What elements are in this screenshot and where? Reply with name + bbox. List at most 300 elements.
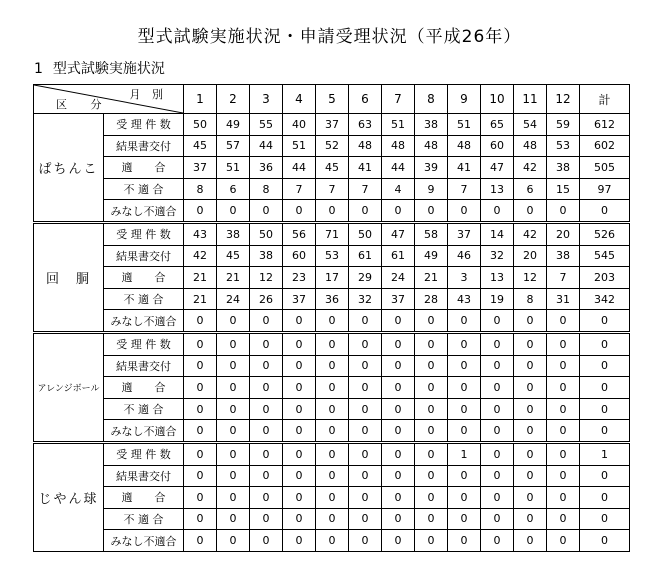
value-cell: 0 [514, 200, 547, 223]
table-row [34, 442, 630, 465]
table-row [34, 310, 630, 333]
value-cell: 0 [382, 398, 415, 420]
value-cell: 32 [349, 288, 382, 310]
table-row [34, 530, 630, 552]
value-cell: 7 [349, 178, 382, 200]
value-cell: 0 [481, 508, 514, 530]
value-cell: 47 [382, 222, 415, 245]
value-cell: 42 [184, 245, 217, 267]
value-cell: 0 [547, 442, 580, 465]
value-cell: 0 [316, 442, 349, 465]
row-label-cell: 不 適 合 [104, 288, 184, 310]
value-cell: 65 [481, 114, 514, 136]
value-cell: 0 [382, 355, 415, 377]
value-cell: 0 [283, 487, 316, 509]
value-cell: 0 [481, 465, 514, 487]
value-cell: 24 [217, 288, 250, 310]
total-cell: 0 [580, 508, 630, 530]
value-cell: 0 [217, 530, 250, 552]
row-label-cell: 結果書交付 [104, 355, 184, 377]
value-cell: 0 [283, 442, 316, 465]
value-cell: 0 [283, 508, 316, 530]
value-cell: 9 [415, 178, 448, 200]
value-cell: 0 [217, 200, 250, 223]
value-cell: 24 [382, 267, 415, 289]
value-cell: 0 [184, 465, 217, 487]
value-cell: 0 [514, 487, 547, 509]
value-cell: 0 [481, 310, 514, 333]
total-cell: 0 [580, 530, 630, 552]
value-cell: 0 [184, 332, 217, 355]
value-cell: 0 [184, 310, 217, 333]
value-cell: 42 [514, 157, 547, 179]
value-cell: 0 [382, 420, 415, 443]
value-cell: 0 [448, 487, 481, 509]
value-cell: 0 [217, 442, 250, 465]
table-row [34, 377, 630, 399]
value-cell: 0 [514, 377, 547, 399]
value-cell: 0 [250, 332, 283, 355]
total-cell: 545 [580, 245, 630, 267]
table-row [34, 288, 630, 310]
section-heading [34, 58, 165, 78]
value-cell: 0 [448, 465, 481, 487]
value-cell: 36 [316, 288, 349, 310]
total-cell: 0 [580, 487, 630, 509]
value-cell: 0 [415, 310, 448, 333]
total-cell: 0 [580, 377, 630, 399]
value-cell: 15 [547, 178, 580, 200]
value-cell: 0 [481, 355, 514, 377]
total-cell: 0 [580, 465, 630, 487]
value-cell: 0 [250, 442, 283, 465]
value-cell: 0 [349, 200, 382, 223]
category-cell: アレンジボール [34, 332, 104, 442]
value-cell: 0 [217, 508, 250, 530]
value-cell: 14 [481, 222, 514, 245]
value-cell: 0 [250, 355, 283, 377]
value-cell: 0 [250, 200, 283, 223]
value-cell: 0 [514, 530, 547, 552]
value-cell: 50 [250, 222, 283, 245]
value-cell: 3 [448, 267, 481, 289]
month-header: 7 [382, 85, 415, 114]
value-cell: 43 [184, 222, 217, 245]
value-cell: 0 [349, 420, 382, 443]
value-cell: 7 [547, 267, 580, 289]
value-cell: 50 [184, 114, 217, 136]
value-cell: 61 [382, 245, 415, 267]
value-cell: 41 [448, 157, 481, 179]
value-cell: 0 [514, 398, 547, 420]
value-cell: 0 [250, 530, 283, 552]
value-cell: 0 [184, 420, 217, 443]
value-cell: 48 [349, 135, 382, 157]
value-cell: 0 [316, 200, 349, 223]
value-cell: 0 [316, 487, 349, 509]
row-label-cell: 結果書交付 [104, 465, 184, 487]
value-cell: 4 [382, 178, 415, 200]
month-header: 9 [448, 85, 481, 114]
month-header: 2 [217, 85, 250, 114]
month-header: 6 [349, 85, 382, 114]
value-cell: 0 [382, 310, 415, 333]
value-cell: 0 [547, 487, 580, 509]
value-cell: 0 [481, 377, 514, 399]
row-label-cell: みなし不適合 [104, 200, 184, 223]
value-cell: 41 [349, 157, 382, 179]
value-cell: 1 [448, 442, 481, 465]
value-cell: 51 [217, 157, 250, 179]
value-cell: 0 [514, 420, 547, 443]
value-cell: 45 [316, 157, 349, 179]
value-cell: 6 [514, 178, 547, 200]
value-cell: 29 [349, 267, 382, 289]
value-cell: 0 [382, 508, 415, 530]
table-row [34, 135, 630, 157]
month-header: 11 [514, 85, 547, 114]
value-cell: 21 [415, 267, 448, 289]
table-row [34, 114, 630, 136]
value-cell: 51 [448, 114, 481, 136]
value-cell: 7 [316, 178, 349, 200]
value-cell: 0 [316, 420, 349, 443]
value-cell: 48 [514, 135, 547, 157]
row-label-cell: みなし不適合 [104, 530, 184, 552]
month-header: 4 [283, 85, 316, 114]
value-cell: 0 [217, 398, 250, 420]
value-cell: 45 [217, 245, 250, 267]
value-cell: 21 [217, 267, 250, 289]
value-cell: 0 [514, 310, 547, 333]
value-cell: 60 [283, 245, 316, 267]
table-row [34, 222, 630, 245]
value-cell: 0 [547, 310, 580, 333]
value-cell: 0 [349, 355, 382, 377]
value-cell: 0 [250, 487, 283, 509]
value-cell: 20 [514, 245, 547, 267]
table-row [34, 420, 630, 443]
corner-month-label: 月 別 [129, 88, 167, 101]
category-cell: じやん球 [34, 442, 104, 551]
value-cell: 0 [415, 398, 448, 420]
value-cell: 0 [283, 420, 316, 443]
value-cell: 0 [283, 530, 316, 552]
value-cell: 59 [547, 114, 580, 136]
value-cell: 44 [283, 157, 316, 179]
value-cell: 0 [283, 355, 316, 377]
value-cell: 0 [349, 310, 382, 333]
value-cell: 0 [184, 398, 217, 420]
value-cell: 0 [481, 420, 514, 443]
value-cell: 8 [184, 178, 217, 200]
value-cell: 0 [481, 398, 514, 420]
value-cell: 0 [382, 530, 415, 552]
value-cell: 37 [184, 157, 217, 179]
value-cell: 71 [316, 222, 349, 245]
value-cell: 58 [415, 222, 448, 245]
table-row [34, 465, 630, 487]
row-label-cell: みなし不適合 [104, 420, 184, 443]
value-cell: 0 [283, 465, 316, 487]
table-row [34, 508, 630, 530]
value-cell: 0 [316, 530, 349, 552]
value-cell: 52 [316, 135, 349, 157]
value-cell: 0 [217, 332, 250, 355]
value-cell: 0 [382, 200, 415, 223]
value-cell: 0 [283, 310, 316, 333]
value-cell: 0 [481, 442, 514, 465]
value-cell: 42 [514, 222, 547, 245]
total-cell: 612 [580, 114, 630, 136]
value-cell: 53 [316, 245, 349, 267]
table-body [34, 85, 630, 552]
table-row [34, 487, 630, 509]
value-cell: 8 [250, 178, 283, 200]
value-cell: 63 [349, 114, 382, 136]
value-cell: 0 [382, 442, 415, 465]
value-cell: 50 [349, 222, 382, 245]
value-cell: 0 [514, 465, 547, 487]
value-cell: 0 [184, 487, 217, 509]
value-cell: 0 [481, 530, 514, 552]
value-cell: 0 [415, 465, 448, 487]
value-cell: 0 [217, 465, 250, 487]
value-cell: 7 [283, 178, 316, 200]
row-label-cell: 受 理 件 数 [104, 332, 184, 355]
value-cell: 55 [250, 114, 283, 136]
row-label-cell: 受 理 件 数 [104, 442, 184, 465]
total-cell: 505 [580, 157, 630, 179]
value-cell: 8 [514, 288, 547, 310]
value-cell: 37 [316, 114, 349, 136]
value-cell: 37 [283, 288, 316, 310]
table-row [34, 398, 630, 420]
value-cell: 60 [481, 135, 514, 157]
category-cell: ぱちんこ [34, 114, 104, 223]
month-header: 3 [250, 85, 283, 114]
total-cell: 0 [580, 332, 630, 355]
section-title: 型式試験実施状況 [52, 61, 165, 77]
value-cell: 57 [217, 135, 250, 157]
value-cell: 0 [184, 355, 217, 377]
value-cell: 51 [382, 114, 415, 136]
value-cell: 0 [250, 420, 283, 443]
value-cell: 0 [382, 332, 415, 355]
value-cell: 32 [481, 245, 514, 267]
value-cell: 0 [415, 442, 448, 465]
value-cell: 0 [415, 377, 448, 399]
value-cell: 12 [250, 267, 283, 289]
value-cell: 0 [514, 355, 547, 377]
value-cell: 0 [415, 355, 448, 377]
value-cell: 40 [283, 114, 316, 136]
row-label-cell: 結果書交付 [104, 135, 184, 157]
value-cell: 38 [250, 245, 283, 267]
value-cell: 0 [448, 332, 481, 355]
value-cell: 0 [316, 310, 349, 333]
value-cell: 0 [250, 377, 283, 399]
value-cell: 49 [217, 114, 250, 136]
value-cell: 0 [547, 377, 580, 399]
total-cell: 0 [580, 420, 630, 443]
corner-header-cell [34, 85, 184, 114]
row-label-cell: 不 適 合 [104, 178, 184, 200]
value-cell: 0 [316, 398, 349, 420]
value-cell: 0 [514, 508, 547, 530]
value-cell: 0 [547, 355, 580, 377]
value-cell: 37 [382, 288, 415, 310]
value-cell: 48 [448, 135, 481, 157]
table-row [34, 267, 630, 289]
value-cell: 0 [448, 355, 481, 377]
value-cell: 28 [415, 288, 448, 310]
value-cell: 0 [283, 377, 316, 399]
page-title: 型式試験実施状況・申請受理状況（平成26年） [137, 27, 522, 47]
month-header: 8 [415, 85, 448, 114]
value-cell: 49 [415, 245, 448, 267]
row-label-cell: みなし不適合 [104, 310, 184, 333]
month-header: 12 [547, 85, 580, 114]
value-cell: 23 [283, 267, 316, 289]
value-cell: 12 [514, 267, 547, 289]
value-cell: 43 [448, 288, 481, 310]
value-cell: 0 [481, 200, 514, 223]
value-cell: 0 [250, 508, 283, 530]
value-cell: 45 [184, 135, 217, 157]
value-cell: 48 [382, 135, 415, 157]
value-cell: 51 [283, 135, 316, 157]
value-cell: 0 [514, 442, 547, 465]
inspection-status-table [33, 84, 630, 552]
value-cell: 47 [481, 157, 514, 179]
value-cell: 0 [547, 530, 580, 552]
value-cell: 46 [448, 245, 481, 267]
value-cell: 53 [547, 135, 580, 157]
value-cell: 0 [184, 442, 217, 465]
value-cell: 0 [349, 332, 382, 355]
value-cell: 0 [217, 310, 250, 333]
value-cell: 0 [250, 465, 283, 487]
value-cell: 0 [415, 508, 448, 530]
total-cell: 0 [580, 200, 630, 223]
row-label-cell: 適 合 [104, 267, 184, 289]
value-cell: 36 [250, 157, 283, 179]
value-cell: 0 [349, 530, 382, 552]
total-cell: 342 [580, 288, 630, 310]
table-row [34, 332, 630, 355]
value-cell: 0 [316, 355, 349, 377]
month-header: 10 [481, 85, 514, 114]
row-label-cell: 受 理 件 数 [104, 222, 184, 245]
value-cell: 38 [217, 222, 250, 245]
value-cell: 0 [415, 487, 448, 509]
value-cell: 0 [184, 530, 217, 552]
value-cell: 0 [349, 398, 382, 420]
table-row [34, 178, 630, 200]
total-cell: 0 [580, 355, 630, 377]
value-cell: 0 [184, 200, 217, 223]
table-row [34, 245, 630, 267]
value-cell: 0 [316, 377, 349, 399]
value-cell: 21 [184, 288, 217, 310]
value-cell: 0 [382, 377, 415, 399]
table-row [34, 200, 630, 223]
value-cell: 7 [448, 178, 481, 200]
value-cell: 0 [547, 398, 580, 420]
value-cell: 0 [217, 420, 250, 443]
value-cell: 0 [448, 377, 481, 399]
value-cell: 31 [547, 288, 580, 310]
value-cell: 21 [184, 267, 217, 289]
value-cell: 0 [217, 487, 250, 509]
value-cell: 0 [217, 377, 250, 399]
value-cell: 19 [481, 288, 514, 310]
row-label-cell: 適 合 [104, 377, 184, 399]
row-label-cell: 結果書交付 [104, 245, 184, 267]
value-cell: 0 [448, 310, 481, 333]
total-cell: 0 [580, 398, 630, 420]
value-cell: 0 [448, 530, 481, 552]
value-cell: 0 [349, 487, 382, 509]
value-cell: 48 [415, 135, 448, 157]
value-cell: 0 [547, 420, 580, 443]
header-row [34, 85, 630, 114]
month-header: 5 [316, 85, 349, 114]
value-cell: 0 [250, 310, 283, 333]
section-number: 1 [34, 61, 43, 77]
row-label-cell: 受 理 件 数 [104, 114, 184, 136]
total-cell: 97 [580, 178, 630, 200]
value-cell: 0 [448, 398, 481, 420]
value-cell: 0 [349, 465, 382, 487]
value-cell: 13 [481, 178, 514, 200]
row-label-cell: 適 合 [104, 487, 184, 509]
value-cell: 0 [283, 398, 316, 420]
total-cell: 0 [580, 310, 630, 333]
value-cell: 38 [547, 245, 580, 267]
value-cell: 0 [217, 355, 250, 377]
value-cell: 0 [349, 377, 382, 399]
value-cell: 0 [382, 487, 415, 509]
value-cell: 37 [448, 222, 481, 245]
value-cell: 39 [415, 157, 448, 179]
value-cell: 0 [547, 200, 580, 223]
value-cell: 61 [349, 245, 382, 267]
value-cell: 0 [415, 332, 448, 355]
total-header: 計 [580, 85, 630, 114]
total-cell: 1 [580, 442, 630, 465]
value-cell: 0 [283, 332, 316, 355]
total-cell: 203 [580, 267, 630, 289]
table-row [34, 157, 630, 179]
value-cell: 0 [514, 332, 547, 355]
value-cell: 0 [184, 377, 217, 399]
value-cell: 17 [316, 267, 349, 289]
value-cell: 44 [250, 135, 283, 157]
value-cell: 13 [481, 267, 514, 289]
value-cell: 0 [316, 465, 349, 487]
value-cell: 0 [415, 420, 448, 443]
total-cell: 526 [580, 222, 630, 245]
row-label-cell: 適 合 [104, 157, 184, 179]
corner-category-label: 区 分 [56, 98, 112, 111]
value-cell: 38 [547, 157, 580, 179]
value-cell: 6 [217, 178, 250, 200]
value-cell: 0 [481, 332, 514, 355]
value-cell: 56 [283, 222, 316, 245]
value-cell: 0 [547, 508, 580, 530]
